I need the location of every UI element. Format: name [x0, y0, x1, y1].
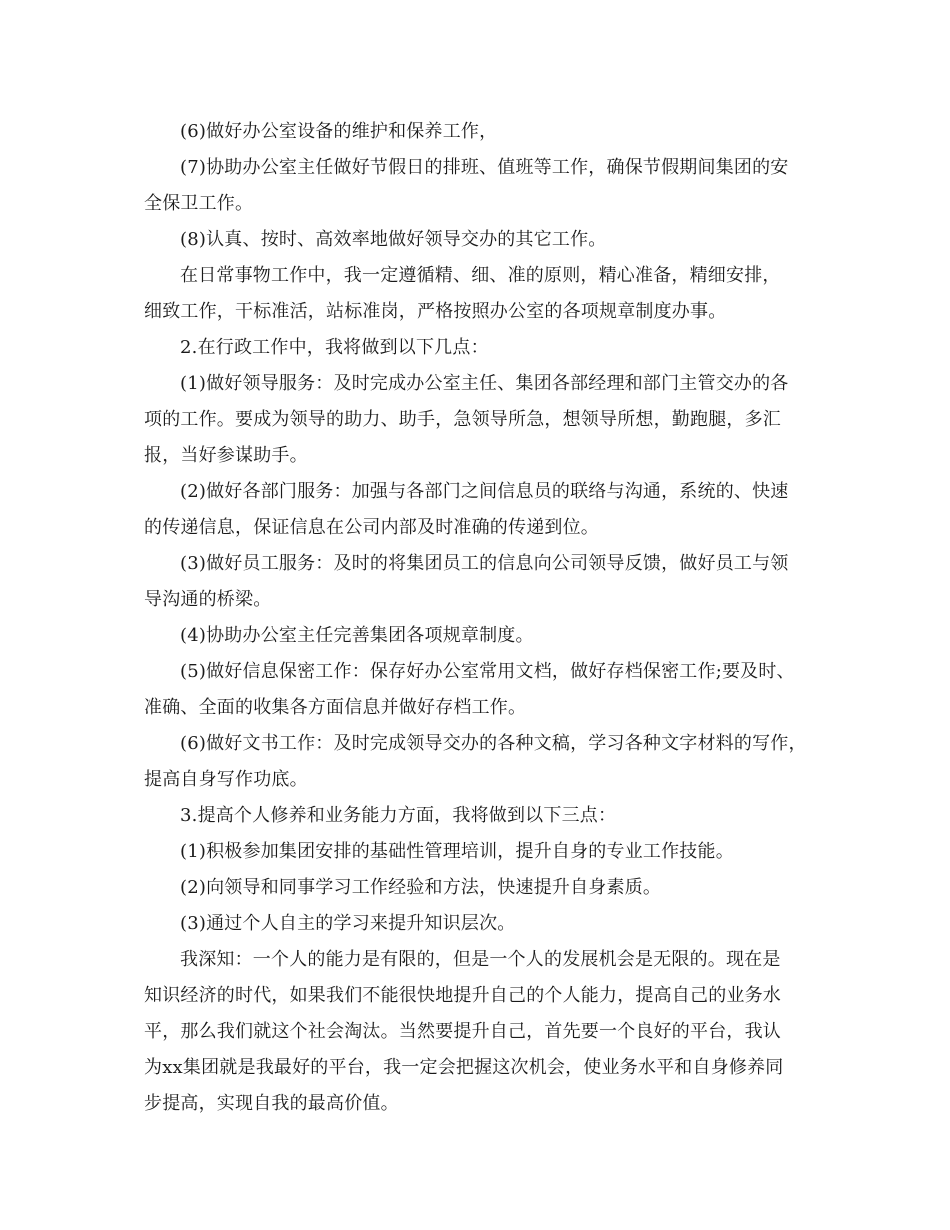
text-line: 平，那么我们就这个社会淘汰。当然要提升自己，首先要一个良好的平台，我认	[144, 1021, 781, 1042]
text-line: 我深知：一个人的能力是有限的，但是一个人的发展机会是无限的。现在是	[180, 949, 781, 970]
text-line: 知识经济的时代，如果我们不能很快地提升自己的个人能力，提高自己的业务水	[144, 985, 781, 1006]
text-line: 提高自身写作功底。	[144, 769, 308, 790]
text-line: (7)协助办公室主任做好节假日的排班、值班等工作，确保节假期间集团的安	[180, 157, 789, 178]
section-heading: 3.提高个人修养和业务能力方面，我将做到以下三点：	[180, 805, 617, 826]
text-line: 在日常事物工作中，我一定遵循精、细、准的原则，精心准备，精细安排，	[180, 265, 781, 286]
text-line: (1)做好领导服务：及时完成办公室主任、集团各部经理和部门主管交办的各	[180, 373, 789, 394]
text-line: 项的工作。要成为领导的助力、助手，急领导所急，想领导所想，勤跑腿，多汇	[144, 409, 781, 430]
text-line: 准确、全面的收集各方面信息并做好存档工作。	[144, 697, 527, 718]
section-heading: 2.在行政工作中，我将做到以下几点：	[180, 337, 489, 358]
text-line: (6)做好文书工作：及时完成领导交办的各种文稿，学习各种文字材料的写作，	[180, 733, 807, 754]
text-line: (3)通过个人自主的学习来提升知识层次。	[180, 913, 516, 934]
text-line: (3)做好员工服务：及时的将集团员工的信息向公司领导反馈，做好员工与领	[180, 553, 789, 574]
text-line: (4)协助办公室主任完善集团各项规章制度。	[180, 625, 534, 646]
text-line: 的传递信息，保证信息在公司内部及时准确的传递到位。	[144, 517, 599, 538]
text-line: 报，当好参谋助手。	[144, 445, 308, 466]
text-line: (8)认真、按时、高效率地做好领导交办的其它工作。	[180, 229, 607, 250]
text-line: (2)向领导和同事学习工作经验和方法，快速提升自身素质。	[180, 877, 662, 898]
text-line: 步提高，实现自我的最高价值。	[144, 1093, 399, 1114]
text-line: 为xx集团就是我最好的平台，我一定会把握这次机会，使业务水平和自身修养同	[144, 1057, 784, 1078]
text-line: 全保卫工作。	[144, 193, 254, 214]
text-line: (6)做好办公室设备的维护和保养工作，	[180, 121, 498, 142]
text-line: 细致工作，干标准活，站标准岗，严格按照办公室的各项规章制度办事。	[144, 301, 727, 322]
text-line: 导沟通的桥梁。	[144, 589, 272, 610]
text-line: (5)做好信息保密工作：保存好办公室常用文档，做好存档保密工作;要及时、	[180, 661, 795, 682]
text-line: (2)做好各部门服务：加强与各部门之间信息员的联络与沟通，系统的、快速	[180, 481, 789, 502]
text-line: (1)积极参加集团安排的基础性管理培训，提升自身的专业工作技能。	[180, 841, 734, 862]
